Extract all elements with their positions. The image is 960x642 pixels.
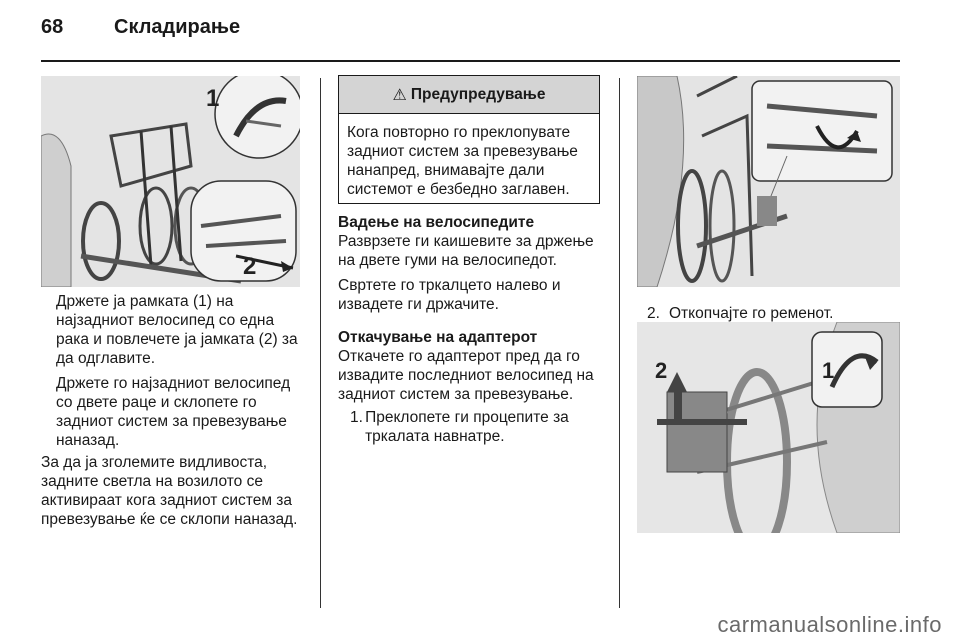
figure-label-1: 1 [822,358,835,383]
figure-wheel-holders [637,76,900,287]
left-indented-text [56,292,308,456]
header-rule [41,60,900,62]
paragraph-detach-adapter: Откачете го адаптерот пред да го извадите последниот велосипед на задниот систем за превезување. [338,348,594,403]
right-body-text [647,304,897,323]
page-number: 68 [41,16,64,38]
figure-label-2: 2 [655,358,668,383]
left-body-text [41,453,309,535]
page-title: Складирање [114,16,241,38]
paragraph-fold-back: Држете го најзадниот велосипед со двете раце и склопете го задниот систем за превезување наназад. [56,375,291,449]
column-divider-1 [320,78,321,608]
list-item [338,408,603,446]
figure-label-1: 1 [206,85,220,112]
figure-strap-release-drawing [637,322,900,533]
figure-wheel-holders-drawing [637,76,900,287]
paragraph-turn-knob: Свртете го тркалцето налево и извадете ги држачите. [338,277,561,313]
watermark: carmanualsonline.info [717,612,942,637]
section-heading-remove-bikes: Вадење на велосипедите [338,214,535,231]
figure-bike-carrier-fold-drawing [41,76,300,287]
warning-title: Предупредување [410,85,546,103]
paragraph-hold-frame: Држете ја рамката (1) на најзадниот велосипед со една рака и повлечете ја јамката (2) за да одглавите. [56,293,298,367]
list-number: 2. [647,305,660,322]
list-number: 1. [350,409,363,426]
warning-box [338,75,600,204]
middle-body-text [338,213,603,446]
figure-bike-carrier-fold [41,76,300,287]
list-item-text: Откопчајте го ременот. [669,305,834,322]
paragraph-release-straps: Разврзете ги каишевите за држење на двете гуми на велосипедот. [338,233,594,269]
warning-header [339,76,599,114]
warning-icon: ⚠ [392,86,407,104]
figure-label-2: 2 [243,253,257,280]
warning-body: Кога повторно го преклопувате задниот систем за превезување нанапред, внимавајте дали системот е безбедно заглавен. [347,124,578,198]
column-divider-2 [619,78,620,608]
list-item-text: Преклопете ги процепите за тркалата навнатре. [365,409,569,445]
figure-strap-release [637,322,900,533]
list-item [647,304,897,323]
paragraph-visibility: За да ја зголемите видливоста, задните светла на возилото се активираат кога задниот систем за превезување ќе се склопи наназад. [41,454,298,528]
section-heading-detach-adapter: Откачување на адаптерот [338,329,538,346]
